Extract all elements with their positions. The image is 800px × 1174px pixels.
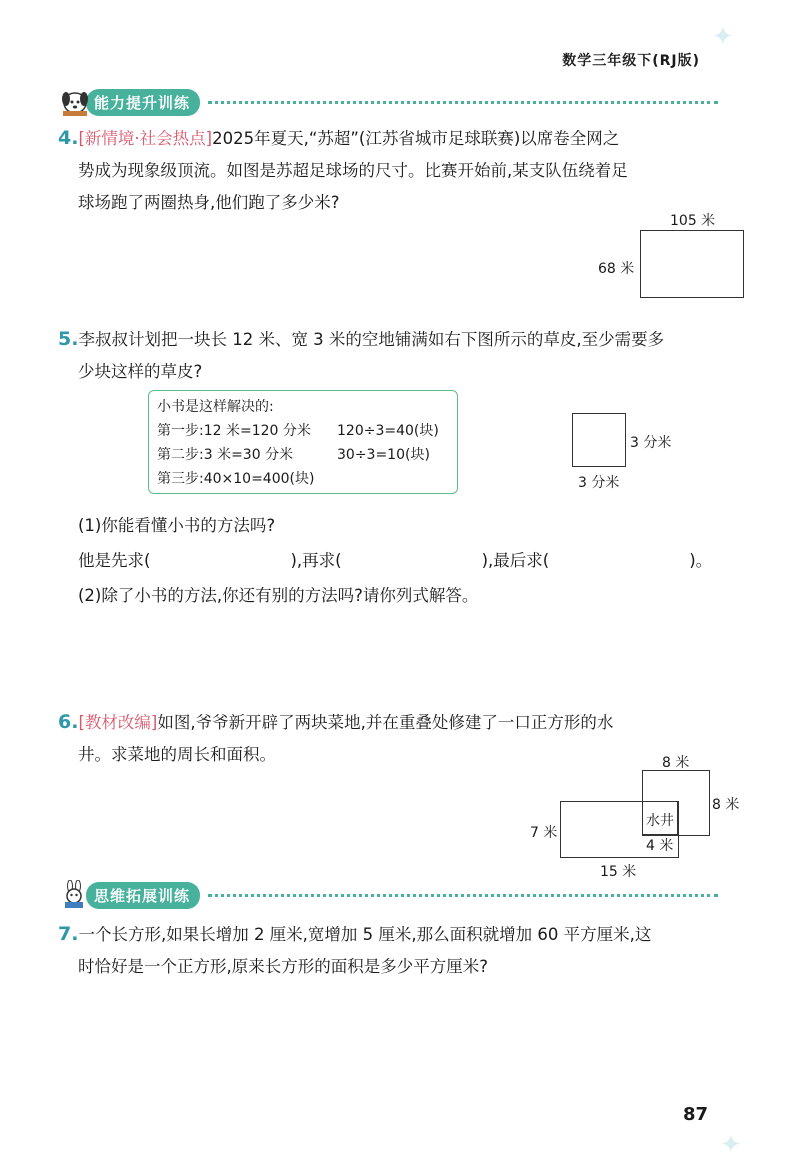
dolphin-decoration-icon: ✦ (720, 1130, 742, 1160)
blank-1[interactable] (150, 543, 290, 578)
section-dotted-rule (208, 894, 718, 897)
question-4-text: 4.[新情境·社会热点]2025年夏天,“苏超”(江苏省城市足球联赛)以席卷全网之 势成为现象级顶流。如图是苏超足球场的尺寸。比赛开始前,某支队伍绕着足 球场跑了两圈热身,他们跑了多少米? (58, 127, 628, 212)
garden-right-label: 8 米 (712, 797, 740, 813)
section-ability-header (58, 87, 718, 117)
header-title: 数学三年级下(RJ版) (562, 53, 700, 69)
dolphin-decoration-icon: ✦ (712, 22, 734, 52)
question-number: 4. (58, 127, 79, 149)
question-6-text: 6.[教材改编]如图,爷爷新开辟了两块菜地,并在重叠处修建了一口正方形的水 井。求菜地的周长和面积。 (58, 711, 614, 764)
section-label: 思维拓展训练 (86, 882, 200, 909)
question-number: 6. (58, 711, 79, 733)
garden-left-label: 7 米 (530, 825, 558, 841)
turf-square (572, 413, 626, 467)
rabbit-mascot-icon (58, 880, 92, 910)
blank-2[interactable] (342, 543, 482, 578)
solution-title: 小书是这样解决的: (157, 399, 274, 415)
turf-bottom-label: 3 分米 (578, 475, 620, 491)
well-side-label: 4 米 (646, 838, 674, 854)
question-tag: [教材改编] (78, 713, 158, 732)
section-label: 能力提升训练 (86, 89, 200, 116)
fill-in-blank-row: 他是先求( ),再求( ),最后求( )。 (58, 543, 748, 578)
puppy-mascot-icon (58, 87, 92, 117)
page-number: 87 (682, 1104, 708, 1125)
question-number: 7. (58, 923, 79, 945)
question-7-text: 7.一个长方形,如果长增加 2 厘米,宽增加 5 厘米,那么面积就增加 60 平方厘米,这 时恰好是一个正方形,原来长方形的面积是多少平方厘米? (58, 923, 652, 976)
blank-3[interactable] (549, 543, 689, 578)
garden-top-label: 8 米 (662, 755, 690, 771)
section-dotted-rule (208, 101, 718, 104)
section-thinking-header (58, 880, 718, 910)
field-length-label: 105 米 (670, 213, 716, 229)
question-5-subparts: (1)你能看懂小书的方法吗? 他是先求( ),再求( ),最后求( )。 (2)除了小书的方法,你还有别的方法吗?请你列式解答。 (58, 508, 748, 613)
field-width-label: 68 米 (598, 261, 635, 277)
football-field-rectangle (640, 230, 744, 298)
question-5-text: 5.李叔叔计划把一块长 12 米、宽 3 米的空地铺满如右下图所示的草皮,至少需要多 少块这样的草皮? (58, 328, 665, 381)
turf-side-label: 3 分米 (630, 435, 672, 451)
solution-box: 小书是这样解决的: 第一步:12 米=120 分米 120÷3=40(块) 第二步:3 米=30 分米 30÷3=10(块) 第三步:40×10=400(块) (148, 390, 458, 494)
garden-bottom-label: 15 米 (600, 864, 637, 880)
well-label: 水井 (646, 813, 674, 829)
question-tag: [新情境·社会热点] (78, 129, 213, 148)
question-number: 5. (58, 328, 79, 350)
